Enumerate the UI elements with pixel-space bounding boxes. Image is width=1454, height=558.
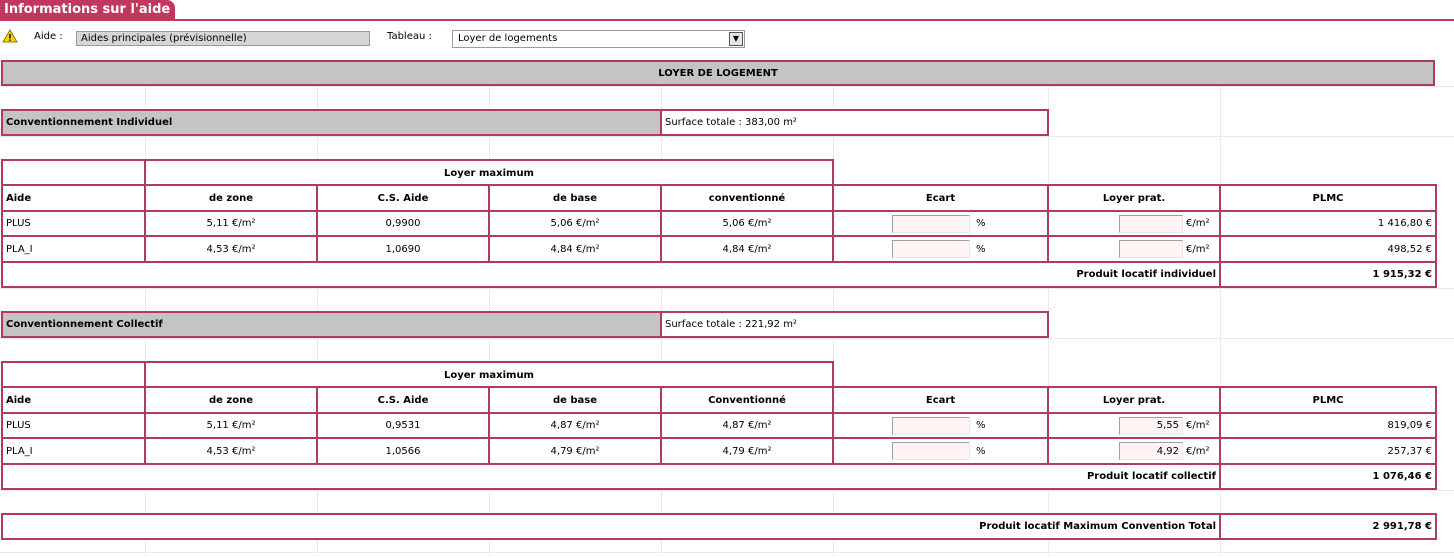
table-row (3, 212, 1435, 235)
ecart-input[interactable] (892, 240, 970, 258)
cell-base: 4,84 €/m² (490, 237, 662, 261)
table-header-row (3, 388, 1435, 412)
cell-conv: 5,06 €/m² (662, 212, 834, 235)
col-aide: Aide (3, 186, 146, 210)
col-base: de base (490, 388, 662, 412)
aide-label: Aide : (34, 31, 63, 42)
cell-plmc: 257,37 € (1387, 445, 1432, 457)
loyer-unit: €/m² (1186, 445, 1210, 457)
cell-plmc: 1 416,80 € (1377, 218, 1432, 229)
total-value: 1 076,46 € (1372, 471, 1432, 482)
loyer-input[interactable]: 5,55 (1119, 417, 1183, 435)
col-plmc: PLMC (1312, 192, 1344, 204)
grid-line (0, 288, 1454, 289)
loyer-unit: €/m² (1186, 218, 1210, 229)
ecart-unit: % (976, 218, 986, 229)
cell-loyer (1049, 237, 1221, 261)
total-row (3, 263, 1435, 286)
ecart-unit: % (976, 243, 986, 255)
total-label: Produit locatif individuel (3, 263, 1221, 286)
tableau-label: Tableau : (387, 31, 432, 42)
col-loyer: Loyer prat. (1049, 186, 1221, 210)
cell-conv: 4,84 €/m² (662, 237, 834, 261)
loyer-unit: €/m² (1186, 243, 1210, 255)
header-divider (0, 19, 1454, 21)
table-row (3, 439, 1435, 463)
panel-title: Informations sur l'aide (4, 2, 171, 17)
cell-conv: 4,87 €/m² (662, 414, 834, 437)
col-conv: conventionné (662, 186, 834, 210)
cell-ecart (834, 439, 1049, 463)
grid-line (0, 552, 1454, 553)
group-label: Loyer maximum (444, 370, 534, 381)
total-label: Produit locatif collectif (3, 465, 1221, 488)
cell-cs: 0,9531 (318, 414, 490, 437)
section2-table (1, 386, 1437, 490)
tableau-select[interactable] (452, 30, 745, 48)
grid-line (0, 490, 1454, 491)
ecart-input[interactable] (892, 442, 970, 460)
cell-base: 4,79 €/m² (490, 439, 662, 463)
col-ecart: Ecart (834, 186, 1049, 210)
cell-ecart (834, 414, 1049, 437)
total-value: 1 915,32 € (1372, 269, 1432, 280)
cell-loyer (1049, 414, 1221, 437)
cell-cs: 1,0690 (318, 237, 490, 261)
cell-cs: 0,9900 (318, 212, 490, 235)
cell-ecart (834, 237, 1049, 261)
cell-aide: PLUS (3, 212, 146, 235)
grand-total (1, 513, 1437, 540)
cell-base: 4,87 €/m² (490, 414, 662, 437)
ecart-input[interactable] (892, 417, 970, 435)
grid-line (0, 338, 1454, 339)
ecart-unit: % (976, 420, 986, 431)
ecart-unit: % (976, 445, 986, 457)
cell-aide: PLUS (3, 414, 146, 437)
tableau-select-value: Loyer de logements (458, 33, 558, 44)
cell-cs: 1,0566 (318, 439, 490, 463)
cell-aide: PLA_I (3, 439, 146, 463)
grid-line (0, 86, 1454, 87)
cell-zone: 5,11 €/m² (146, 414, 318, 437)
col-zone: de zone (146, 388, 318, 412)
table-row (3, 414, 1435, 437)
total-row (3, 465, 1435, 488)
col-zone: de zone (146, 186, 318, 210)
ecart-input[interactable] (892, 215, 970, 233)
grand-total-value: 2 991,78 € (1372, 521, 1432, 532)
cell-zone: 4,53 €/m² (146, 237, 318, 261)
cell-ecart (834, 212, 1049, 235)
loyer-unit: €/m² (1186, 420, 1210, 431)
col-ecart: Ecart (834, 388, 1049, 412)
col-cs: C.S. Aide (318, 388, 490, 412)
cell-zone: 4,53 €/m² (146, 439, 318, 463)
cell-plmc: 498,52 € (1387, 243, 1432, 255)
section2-group-header (1, 361, 834, 388)
col-plmc: PLMC (1312, 394, 1344, 406)
section1-header (1, 109, 1049, 136)
section2-surface: Surface totale : 221,92 m² (665, 319, 797, 330)
panel-title-tab (0, 0, 175, 20)
col-conv: Conventionné (662, 388, 834, 412)
cell-plmc: 819,09 € (1387, 420, 1432, 431)
cell-aide: PLA_I (3, 237, 146, 261)
grand-total-label: Produit locatif Maximum Convention Total (3, 515, 1221, 538)
loyer-input[interactable]: 4,92 (1119, 442, 1183, 460)
loyer-input[interactable] (1119, 240, 1183, 258)
warning-icon (2, 29, 18, 43)
section1-title: Conventionnement Individuel (3, 111, 662, 134)
col-aide: Aide (3, 388, 146, 412)
main-title: LOYER DE LOGEMENT (1, 60, 1435, 86)
section2-header (1, 311, 1049, 338)
section2-title: Conventionnement Collectif (3, 313, 662, 336)
col-base: de base (490, 186, 662, 210)
group-spacer (3, 363, 146, 388)
table-row (3, 237, 1435, 261)
aide-field[interactable]: Aides principales (prévisionnelle) (76, 31, 370, 46)
loyer-input[interactable] (1119, 215, 1183, 233)
cell-loyer (1049, 439, 1221, 463)
col-cs: C.S. Aide (318, 186, 490, 210)
col-loyer: Loyer prat. (1049, 388, 1221, 412)
cell-base: 5,06 €/m² (490, 212, 662, 235)
grid-line (0, 136, 1454, 137)
group-spacer (3, 161, 146, 186)
section1-surface: Surface totale : 383,00 m² (665, 117, 797, 128)
cell-zone: 5,11 €/m² (146, 212, 318, 235)
table-header-row (3, 186, 1435, 210)
cell-loyer (1049, 212, 1221, 235)
group-label: Loyer maximum (444, 168, 534, 179)
section1-group-header (1, 159, 834, 186)
chevron-down-icon[interactable]: ▼ (729, 32, 743, 46)
section1-table (1, 184, 1437, 288)
cell-conv: 4,79 €/m² (662, 439, 834, 463)
